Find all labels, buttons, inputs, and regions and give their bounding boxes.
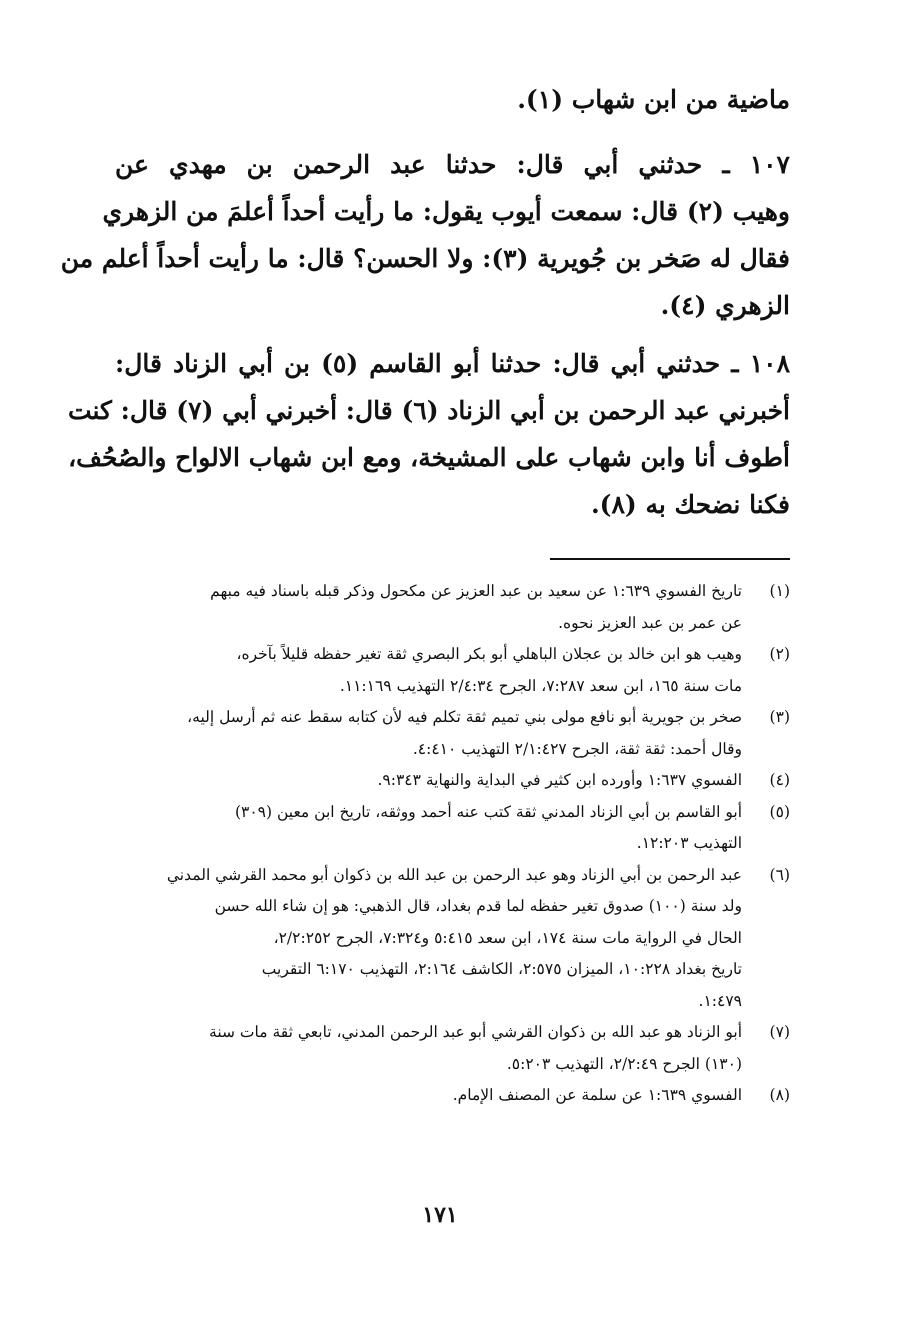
- footnote-8: [100, 1080, 790, 1112]
- paragraph-107: [60, 141, 790, 329]
- footnote-marker: (٣): [769, 708, 790, 726]
- footnote-6: [100, 860, 790, 1018]
- footnote-5: [100, 797, 790, 860]
- footnote-line: الفسوي ١:٦٣٩ عن سلمة عن المصنف الإمام.: [452, 1086, 742, 1104]
- footnote-line: عبد الرحمن بن أبي الزناد وهو عبد الرحمن بن عبد الله بن ذكوان أبو محمد القرشي المدني: [166, 865, 742, 884]
- footnote-line: (١٣٠) الجرح ٢/٢:٤٩، التهذيب ٥:٢٠٣.: [506, 1054, 742, 1073]
- footnote-body: [100, 1080, 742, 1112]
- footnote-3: [100, 702, 790, 765]
- footnote-marker: (٧): [769, 1023, 790, 1041]
- footnote-line: ١:٤٧٩.: [698, 991, 742, 1010]
- page-number: ١٧١: [422, 1202, 458, 1228]
- footnote-line: وهيب هو ابن خالد بن عجلان الباهلي أبو بكر البصري ثقة تغير حفظه قليلاً بآخره،: [236, 645, 742, 663]
- footnote-divider: [550, 558, 790, 560]
- footnote-body: [100, 765, 742, 797]
- text-line: أطوف أنا وابن شهاب على المشيخة، ومع ابن شهاب الالواح والصُحُف،: [68, 443, 790, 472]
- footnote-line: التهذيب ١٢:٢٠٣.: [636, 834, 742, 852]
- footnote-line: صخر بن جويرية أبو نافع مولى بني تميم ثقة تكلم فيه لأن كتابه سقط عنه ثم أرسل إليه،: [187, 708, 742, 726]
- footnote-body: [100, 797, 742, 860]
- footnote-marker: (١): [769, 582, 790, 600]
- footnote-body: [100, 1017, 742, 1080]
- footnote-body: [100, 639, 742, 702]
- footnotes: [100, 576, 790, 1112]
- footnote-line: الحال في الرواية مات سنة ١٧٤، ابن سعد ٥:٤١٥ و٧:٣٢٤، الجرح ٢/٢:٢٥٢،: [273, 928, 742, 947]
- footnote-7: [100, 1017, 790, 1080]
- text-line: ماضية من ابن شهاب (١).: [517, 85, 790, 114]
- footnote-line: أبو الزناد هو عبد الله بن ذكوان القرشي أبو عبد الرحمن المدني، تابعي ثقة مات سنة: [209, 1023, 742, 1041]
- text-line: أخبرني عبد الرحمن بن أبي الزناد (٦) قال: أخبرني أبي (٧) قال: كنت: [67, 396, 790, 425]
- text-line: فكنا نضحك به (٨).: [590, 490, 790, 519]
- footnote-line: الفسوي ١:٦٣٧ وأورده ابن كثير في البداية والنهاية ٩:٣٤٣.: [377, 771, 742, 789]
- footnote-line: ولد سنة (١٠٠) صدوق تغير حفظه لما قدم بغداد، قال الذهبي: هو إن شاء الله حسن: [214, 897, 742, 915]
- footnote-line: مات سنة ١٦٥، ابن سعد ٧:٢٨٧، الجرح ٢/٤:٣٤ التهذيب ١١:١٦٩.: [339, 676, 742, 695]
- footnote-line: عن عمر بن عبد العزيز نحوه.: [558, 613, 742, 632]
- footnote-2: [100, 639, 790, 702]
- footnote-line: تاريخ بغداد ١٠:٢٢٨، الميزان ٢:٥٧٥، الكاشف ٢:١٦٤، التهذيب ٦:١٧٠ التقريب: [261, 960, 742, 978]
- paragraph-opening: [115, 76, 790, 123]
- footnote-marker: (٤): [769, 771, 790, 789]
- text-line: وهيب (٢) قال: سمعت أيوب يقول: ما رأيت أحداً أعلمَ من الزهري: [102, 197, 790, 226]
- footnote-body: [100, 860, 742, 1018]
- text-line: ١٠٨ ـ حدثني أبي قال: حدثنا أبو القاسم (٥) بن أبي الزناد قال:: [115, 349, 791, 378]
- footnote-line: أبو القاسم بن أبي الزناد المدني ثقة كتب عنه أحمد ووثقه، تاريخ ابن معين (٣٠٩): [234, 802, 742, 821]
- text-line: فقال له صَخر بن جُويرية (٣): ولا الحسن؟ قال: ما رأيت أحداً أعلم من: [60, 244, 790, 273]
- footnote-4: [100, 765, 790, 797]
- footnote-1: [100, 576, 790, 639]
- footnote-body: [100, 702, 742, 765]
- footnote-marker: (٦): [769, 865, 790, 884]
- text-line: الزهري (٤).: [660, 291, 790, 320]
- paragraph-108: [67, 340, 791, 528]
- footnote-marker: (٢): [769, 645, 790, 663]
- footnote-line: وقال أحمد: ثقة ثقة، الجرح ٢/١:٤٢٧ التهذيب ٤:٤١٠.: [412, 739, 742, 758]
- footnote-marker: (٨): [769, 1086, 790, 1104]
- footnote-body: [100, 576, 742, 639]
- footnote-marker: (٥): [769, 802, 790, 821]
- footnote-line: تاريخ الفسوي ١:٦٣٩ عن سعيد بن عبد العزيز عن مكحول وذكر قبله باسناد فيه مبهم: [210, 582, 742, 600]
- text-line: ١٠٧ ـ حدثني أبي قال: حدثنا عبد الرحمن بن مهدي عن: [115, 150, 790, 179]
